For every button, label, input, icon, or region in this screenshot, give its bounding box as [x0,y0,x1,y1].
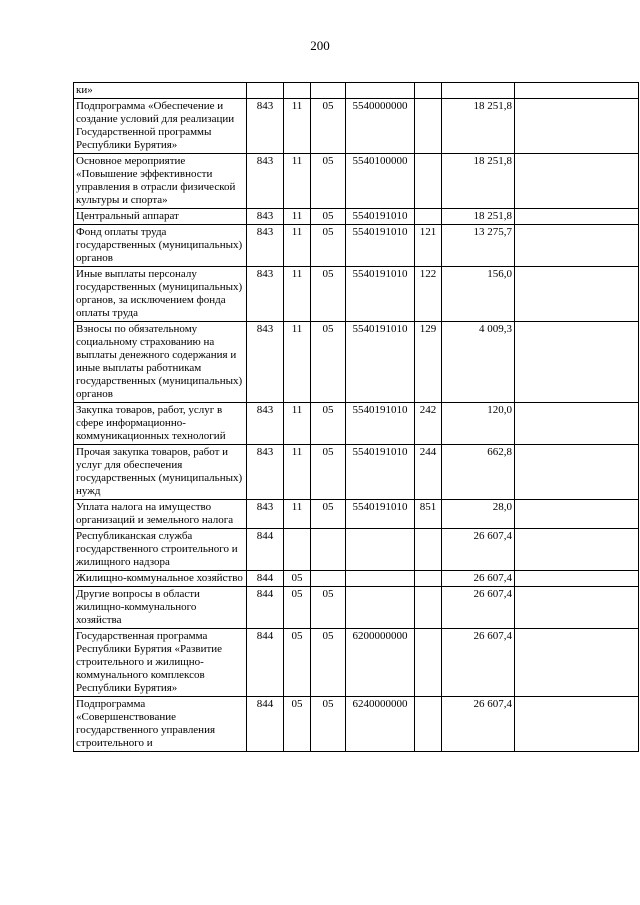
subsection-code-cell [311,83,346,99]
subsection-code-cell: 05 [311,267,346,322]
budget-table [73,82,639,752]
ministry-code-cell: 843 [247,403,284,445]
ministry-code-cell: 844 [247,697,284,752]
target-article-cell: 5540191010 [346,322,415,403]
section-code-cell: 11 [284,500,311,529]
row-name-cell: Прочая закупка товаров, работ и услуг для обеспечения государственных (муниципальных) нужд [74,445,247,500]
empty-cell [515,629,639,697]
table-row [74,99,639,154]
row-name-cell: Иные выплаты персоналу государственных (муниципальных) органов, за исключением фонда оплаты труда [74,267,247,322]
expense-type-cell [415,154,442,209]
row-name-cell: Республиканская служба государственного строительного и жилищного надзора [74,529,247,571]
target-article-cell [346,587,415,629]
target-article-cell: 5540100000 [346,154,415,209]
subsection-code-cell: 05 [311,587,346,629]
subsection-code-cell: 05 [311,322,346,403]
section-code-cell: 05 [284,629,311,697]
ministry-code-cell: 843 [247,209,284,225]
page-number: 200 [310,38,330,53]
ministry-code-cell: 844 [247,529,284,571]
expense-type-cell [415,697,442,752]
target-article-cell: 5540191010 [346,403,415,445]
amount-cell: 13 275,7 [442,225,515,267]
expense-type-cell: 242 [415,403,442,445]
amount-cell: 4 009,3 [442,322,515,403]
row-name-cell: Основное мероприятие «Повышение эффективности управления в отрасли физической культуры и спорта» [74,154,247,209]
amount-cell: 26 607,4 [442,587,515,629]
subsection-code-cell: 05 [311,500,346,529]
expense-type-cell [415,587,442,629]
ministry-code-cell: 843 [247,225,284,267]
section-code-cell: 05 [284,571,311,587]
row-name-cell: Подпрограмма «Обеспечение и создание условий для реализации Государственной программы Республики Бурятия» [74,99,247,154]
row-name-cell: Подпрограмма «Совершенствование государственного управления строительного и [74,697,247,752]
row-name-cell: Фонд оплаты труда государственных (муниципальных) органов [74,225,247,267]
amount-cell: 18 251,8 [442,209,515,225]
table-row [74,322,639,403]
expense-type-cell [415,529,442,571]
amount-cell: 28,0 [442,500,515,529]
amount-cell: 120,0 [442,403,515,445]
target-article-cell: 5540191010 [346,445,415,500]
expense-type-cell [415,83,442,99]
subsection-code-cell: 05 [311,154,346,209]
empty-cell [515,500,639,529]
subsection-code-cell: 05 [311,445,346,500]
amount-cell: 26 607,4 [442,571,515,587]
empty-cell [515,587,639,629]
amount-cell: 18 251,8 [442,99,515,154]
expense-type-cell: 122 [415,267,442,322]
table-row [74,225,639,267]
table-row [74,587,639,629]
target-article-cell: 6240000000 [346,697,415,752]
table-row [74,571,639,587]
amount-cell [442,83,515,99]
ministry-code-cell [247,83,284,99]
target-article-cell: 5540191010 [346,225,415,267]
table-row [74,697,639,752]
amount-cell: 156,0 [442,267,515,322]
expense-type-cell: 121 [415,225,442,267]
subsection-code-cell [311,529,346,571]
section-code-cell: 11 [284,322,311,403]
amount-cell: 18 251,8 [442,154,515,209]
ministry-code-cell: 843 [247,322,284,403]
ministry-code-cell: 843 [247,99,284,154]
empty-cell [515,571,639,587]
empty-cell [515,445,639,500]
target-article-cell [346,571,415,587]
empty-cell [515,403,639,445]
ministry-code-cell: 844 [247,571,284,587]
ministry-code-cell: 843 [247,267,284,322]
ministry-code-cell: 843 [247,154,284,209]
table-row [74,529,639,571]
row-name-cell: Другие вопросы в области жилищно-коммунального хозяйства [74,587,247,629]
expense-type-cell: 851 [415,500,442,529]
target-article-cell: 5540191010 [346,500,415,529]
table-row [74,629,639,697]
ministry-code-cell: 843 [247,445,284,500]
table-row [74,83,639,99]
expense-type-cell [415,629,442,697]
ministry-code-cell: 844 [247,629,284,697]
empty-cell [515,99,639,154]
subsection-code-cell: 05 [311,629,346,697]
ministry-code-cell: 844 [247,587,284,629]
section-code-cell: 11 [284,209,311,225]
target-article-cell: 5540000000 [346,99,415,154]
table-row [74,445,639,500]
target-article-cell: 6200000000 [346,629,415,697]
empty-cell [515,697,639,752]
empty-cell [515,225,639,267]
section-code-cell: 11 [284,225,311,267]
ministry-code-cell: 843 [247,500,284,529]
section-code-cell: 05 [284,587,311,629]
section-code-cell: 11 [284,445,311,500]
row-name-cell: ки» [74,83,247,99]
budget-table-body [74,83,639,752]
amount-cell: 26 607,4 [442,629,515,697]
amount-cell: 26 607,4 [442,697,515,752]
empty-cell [515,267,639,322]
row-name-cell: Уплата налога на имущество организаций и земельного налога [74,500,247,529]
subsection-code-cell: 05 [311,225,346,267]
section-code-cell: 11 [284,99,311,154]
target-article-cell [346,529,415,571]
section-code-cell: 11 [284,403,311,445]
subsection-code-cell: 05 [311,209,346,225]
row-name-cell: Центральный аппарат [74,209,247,225]
empty-cell [515,209,639,225]
subsection-code-cell [311,571,346,587]
row-name-cell: Жилищно-коммунальное хозяйство [74,571,247,587]
amount-cell: 662,8 [442,445,515,500]
amount-cell: 26 607,4 [442,529,515,571]
empty-cell [515,83,639,99]
target-article-cell [346,83,415,99]
table-row [74,154,639,209]
section-code-cell: 11 [284,267,311,322]
table-row [74,500,639,529]
expense-type-cell: 129 [415,322,442,403]
target-article-cell: 5540191010 [346,209,415,225]
subsection-code-cell: 05 [311,403,346,445]
section-code-cell [284,529,311,571]
row-name-cell: Государственная программа Республики Бурятия «Развитие строительного и жилищно-коммунального комплексов Республики Бурятия» [74,629,247,697]
section-code-cell: 05 [284,697,311,752]
section-code-cell: 11 [284,154,311,209]
subsection-code-cell: 05 [311,99,346,154]
table-row [74,209,639,225]
expense-type-cell [415,209,442,225]
empty-cell [515,154,639,209]
target-article-cell: 5540191010 [346,267,415,322]
table-row [74,267,639,322]
empty-cell [515,529,639,571]
row-name-cell: Закупка товаров, работ, услуг в сфере информационно-коммуникационных технологий [74,403,247,445]
expense-type-cell [415,99,442,154]
subsection-code-cell: 05 [311,697,346,752]
empty-cell [515,322,639,403]
table-row [74,403,639,445]
expense-type-cell: 244 [415,445,442,500]
row-name-cell: Взносы по обязательному социальному страхованию на выплаты денежного содержания и иные выплаты работникам государственных (муниципальных) органов [74,322,247,403]
expense-type-cell [415,571,442,587]
section-code-cell [284,83,311,99]
